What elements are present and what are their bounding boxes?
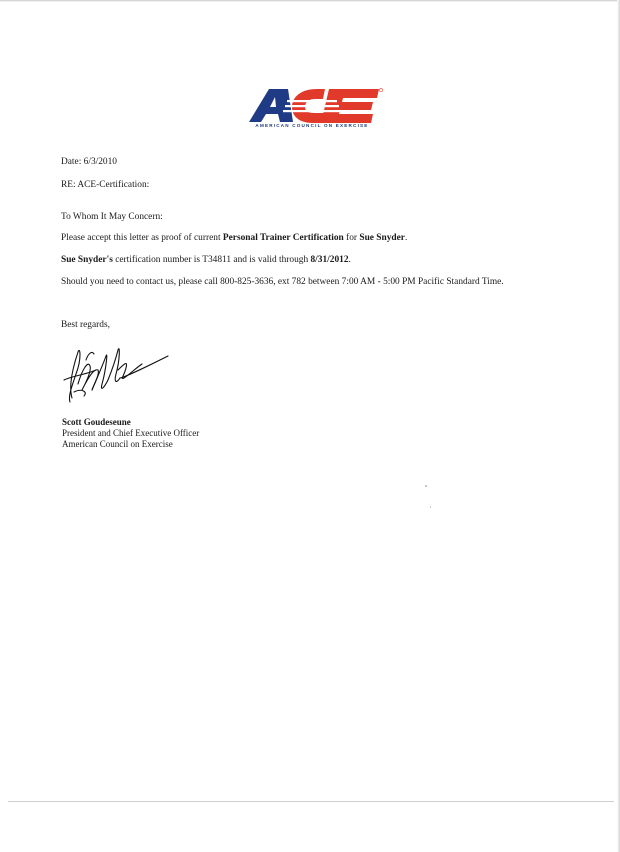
para1-pre: Please accept this letter as proof of current bbox=[61, 233, 223, 243]
para1-post: . bbox=[404, 233, 408, 243]
para2-pre: certification number is bbox=[112, 255, 203, 265]
letter-paragraph-certification-number bbox=[61, 254, 351, 266]
valid-through-date: 8/31/2012 bbox=[310, 255, 349, 265]
letter-salutation: To Whom It May Concern: bbox=[61, 212, 163, 222]
ace-logo bbox=[247, 86, 387, 134]
handwritten-signature bbox=[58, 340, 176, 408]
para2-post: . bbox=[348, 255, 351, 265]
letter-closing: Best regards, bbox=[61, 320, 110, 330]
signature-scribble bbox=[58, 340, 176, 408]
certification-type: Personal Trainer Certification bbox=[222, 233, 344, 243]
certified-name: Sue Snyder bbox=[359, 233, 405, 243]
scan-speck bbox=[430, 506, 431, 508]
letter-paragraph-contact: Should you need to contact us, please call 800-825-3636, ext 782 between 7:00 AM - 5:00 PM Pacific Standard Time. bbox=[61, 277, 504, 287]
certification-number: T34811 bbox=[202, 255, 232, 265]
signer-name: Scott Goudeseune bbox=[62, 417, 131, 427]
signer-title: President and Chief Executive Officer bbox=[62, 428, 200, 438]
certified-name-possessive: Sue Snyder's bbox=[61, 255, 113, 265]
scan-speck bbox=[425, 485, 427, 487]
letter-paragraph-proof bbox=[61, 232, 407, 244]
signature-block bbox=[62, 417, 199, 450]
scan-edge-top bbox=[0, 0, 620, 2]
para1-mid: for bbox=[343, 233, 360, 243]
ace-logo-mark bbox=[247, 86, 387, 126]
scan-fold-line bbox=[8, 801, 614, 802]
letter-subject: RE: ACE-Certification: bbox=[61, 180, 150, 190]
letter-date: Date: 6/3/2010 bbox=[61, 157, 117, 167]
para2-mid: and is valid through bbox=[231, 255, 311, 265]
signer-organization: American Council on Exercise bbox=[62, 439, 173, 449]
logo-tagline: AMERICAN COUNCIL ON EXERCISE bbox=[255, 123, 369, 128]
